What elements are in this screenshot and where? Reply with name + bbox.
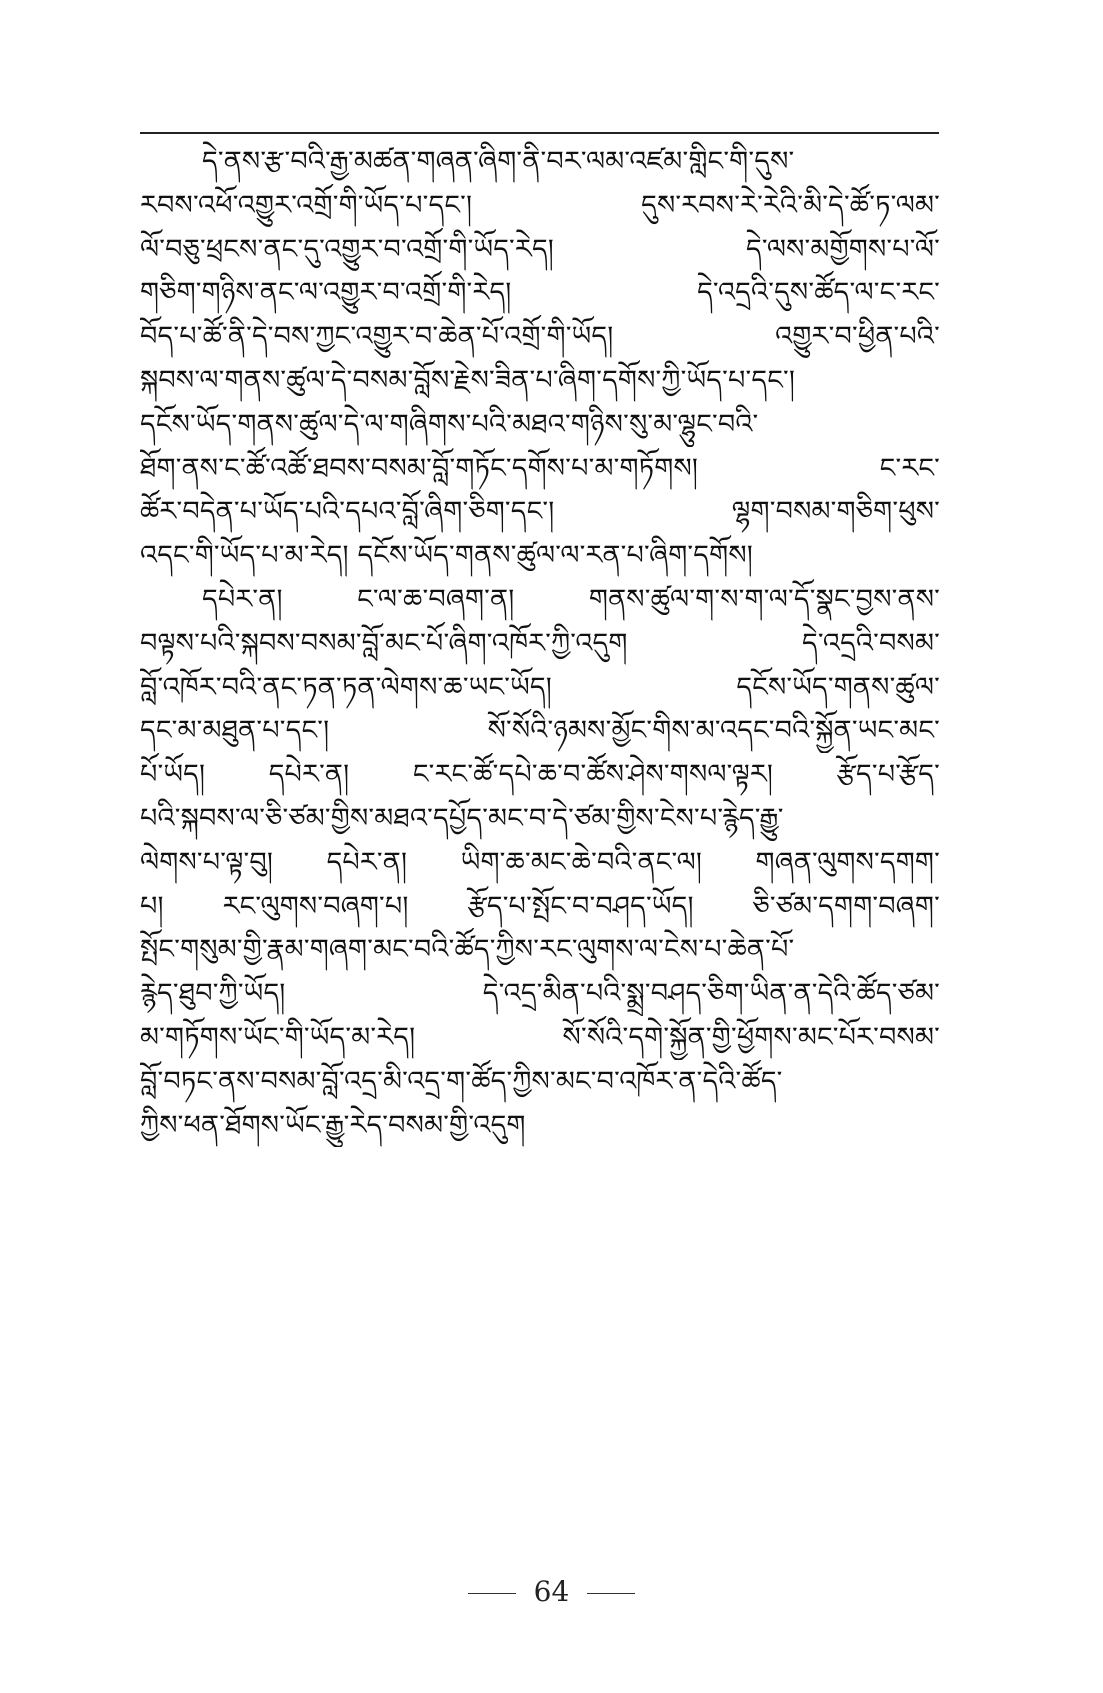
text-line-2: རབས་འཕོ་འགྱུར་འགྲོ་གི་ཡོད་པ་དང་། དུས་རབས་རེ་རེའི་མི་དེ་ཚོ་ཏ་ལམ་	[140, 189, 940, 221]
footer-dash-right	[587, 1593, 635, 1594]
text-line-19: སྤོང་གསུམ་གྱི་རྣམ་གཞག་མང་བའི་ཚོད་ཀྱིས་རང་ལུགས་ལ་ངེས་པ་ཆེན་པོ་	[140, 934, 795, 966]
text-line-4: གཅིག་གཉིས་ནང་ལ་འགྱུར་བ་འགྲོ་གི་རེད། དེ་འདྲའི་དུས་ཚོད་ལ་ང་རང་	[140, 277, 940, 309]
text-line-5: བོད་པ་ཚོ་ནི་དེ་བས་ཀྱང་འགྱུར་བ་ཆེན་པོ་འགྲོ་གི་ཡོད། འགྱུར་བ་ཕྱིན་པའི་	[140, 321, 940, 353]
text-line-6: སྐབས་ལ་གནས་ཚུལ་དེ་བསམ་བློས་རྗེས་ཟིན་པ་ཞིག་དགོས་ཀྱི་ཡོད་པ་དང་།	[140, 364, 796, 396]
text-line-16: པའི་སྐབས་ལ་ཅི་ཙམ་གྱིས་མཐའ་དཔྱོད་མང་བ་དེ་ཙམ་གྱིས་ངེས་པ་རྙེད་རྒྱུ་	[140, 802, 784, 834]
text-line-21: མ་གཏོགས་ཡོང་གི་ཡོད་མ་རེད། སོ་སོའི་དགེ་སྐྱོན་གྱི་ཕྱོགས་མང་པོར་བསམ་	[140, 1021, 940, 1053]
text-line-18: པ། རང་ལུགས་བཞག་པ། རྩོད་པ་སྤོང་བ་བཤད་ཡོད། ཅི་ཙམ་དགག་བཞག་	[140, 890, 940, 922]
body-text	[140, 140, 940, 1147]
text-line-13: བློ་འཁོར་བའི་ནང་ཏན་ཏན་ལེགས་ཆ་ཡང་ཡོད། དངོས་ཡོད་གནས་ཚུལ་	[140, 671, 940, 703]
page-number: 64	[533, 1575, 570, 1608]
text-line-17: ལེགས་པ་ལྟ་བུ། དཔེར་ན། ཡིག་ཆ་མང་ཆེ་བའི་ནང་ལ། གཞན་ལུགས་དགག་	[140, 846, 940, 878]
text-line-15: པོ་ཡོད། དཔེར་ན། ང་རང་ཚོ་དཔེ་ཆ་བ་ཚོས་ཤེས་གསལ་ལྟར། རྩོད་པ་རྩོད་	[140, 759, 940, 791]
text-line-11: དཔེར་ན། ང་ལ་ཆ་བཞག་ན། གནས་ཚུལ་ག་ས་ག་ལ་དོ་སྣང་བྱས་ནས་	[202, 583, 940, 615]
text-line-1: དེ་ནས་རྩ་བའི་རྒྱ་མཚན་གཞན་ཞིག་ནི་བར་ལམ་འཛམ་གླིང་གི་དུས་	[202, 146, 795, 177]
text-line-7: དངོས་ཡོད་གནས་ཚུལ་དེ་ལ་གཞིགས་པའི་མཐའ་གཉིས་སུ་མ་ལྷུང་བའི་	[140, 408, 759, 440]
text-line-12: བལྟས་པའི་སྐབས་བསམ་བློ་མང་པོ་ཞིག་འཁོར་ཀྱི་འདུག དེ་འདྲའི་བསམ་	[140, 627, 940, 659]
top-rule	[140, 132, 939, 134]
text-line-8: ཐོག་ནས་ང་ཚོ་འཚོ་ཐབས་བསམ་བློ་གཏོང་དགོས་པ་མ་གཏོགས། ང་རང་	[140, 452, 940, 484]
text-line-23: ཀྱིས་ཕན་ཐོགས་ཡོང་རྒྱུ་རེད་བསམ་གྱི་འདུག	[140, 1109, 526, 1141]
text-line-14: དང་མ་མཐུན་པ་དང་། སོ་སོའི་ཉམས་མྱོང་གིས་མ་འདང་བའི་སྐྱོན་ཡང་མང་	[140, 715, 940, 747]
page-footer	[0, 1574, 1103, 1610]
text-line-9: ཚོར་བདེན་པ་ཡོད་པའི་དཔའ་བློ་ཞིག་ཅིག་དང་། ལྷག་བསམ་གཅིག་ཕུས་	[140, 496, 940, 528]
text-line-22: བློ་བཏང་ནས་བསམ་བློ་འདྲ་མི་འདྲ་ག་ཚོད་ཀྱིས་མང་བ་འཁོར་ན་དེའི་ཚོད་	[140, 1065, 783, 1097]
text-line-20: རྙེད་ཐུབ་ཀྱི་ཡོད། དེ་འདྲ་མིན་པའི་སྨྲ་བཤད་ཅིག་ཡིན་ན་དེའི་ཚོད་ཙམ་	[140, 978, 940, 1010]
text-line-3: ལོ་བཅུ་ཕྲངས་ནང་དུ་འགྱུར་བ་འགྲོ་གི་ཡོད་རེད། དེ་ལས་མགྱོགས་པ་ལོ་	[140, 233, 940, 265]
footer-dash-left	[468, 1593, 516, 1594]
text-line-10: འདང་གི་ཡོད་པ་མ་རེད། དངོས་ཡོད་གནས་ཚུལ་ལ་རན་པ་ཞིག་དགོས།	[140, 540, 753, 572]
